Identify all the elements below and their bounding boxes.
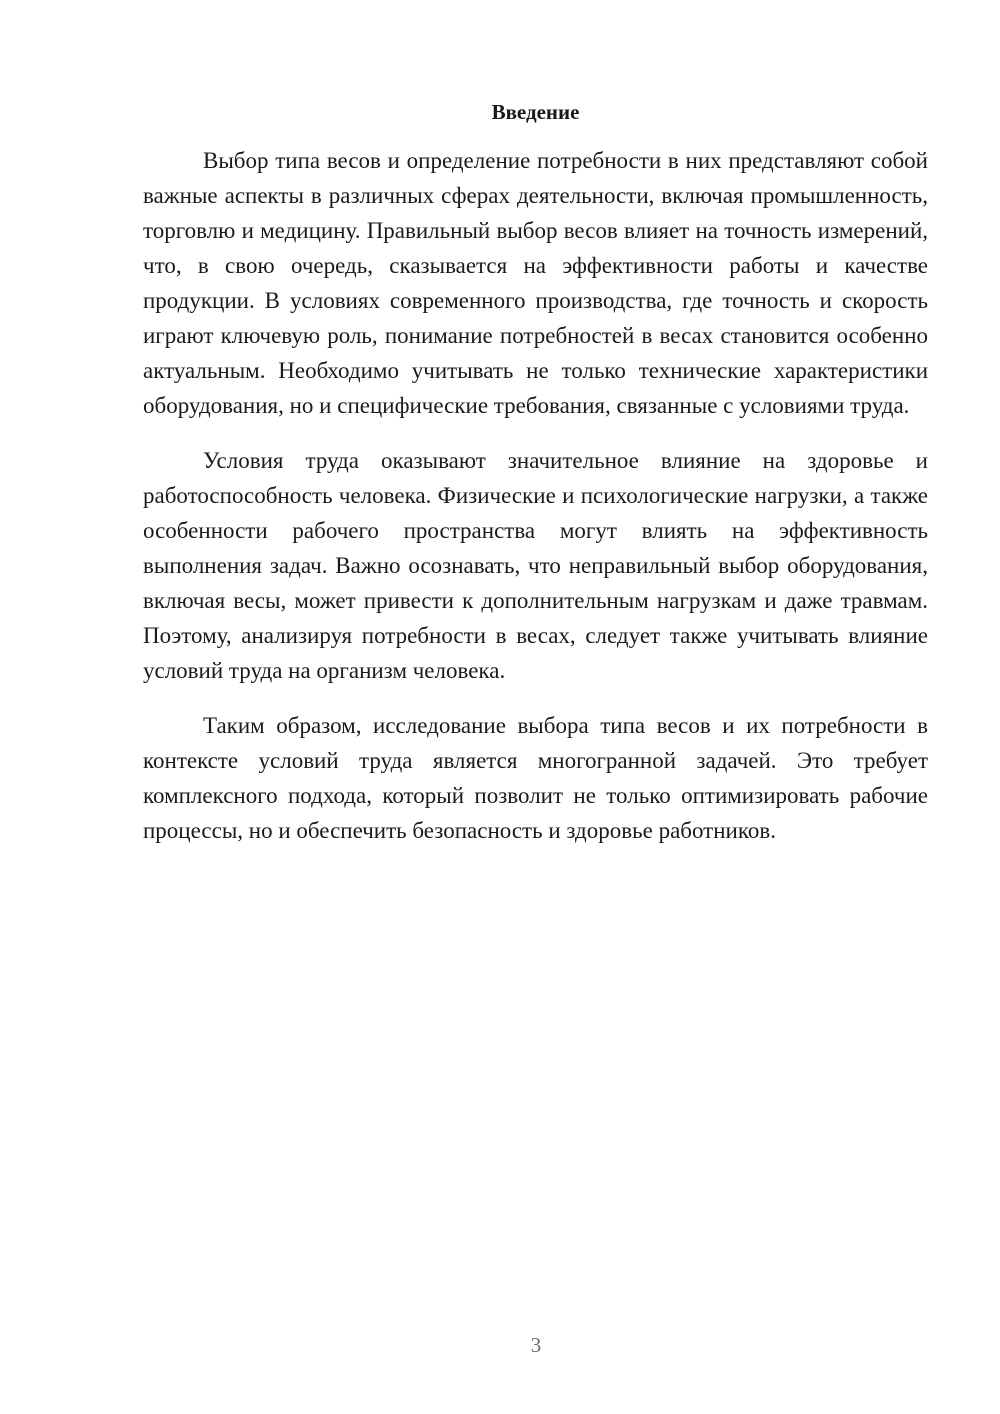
paragraph-1: Выбор типа весов и определение потребности в них представляют собой важные аспекты в различных сферах деятельности, включая промышленность, торговлю и медицину. Правильный выбор весов влияет на точность измерений, что, в свою очередь, сказывается на эффективности работы и качестве продукции. В условиях современного производства, где точность и скорость играют ключевую роль, понимание потребностей в весах становится особенно актуальным. Необходимо учитывать не только технические характеристики оборудования, но и специфические требования, связанные с условиями труда. [143,148,928,418]
section-heading: Введение [491,100,580,124]
body-text [143,143,928,868]
page-number: 3 [530,1333,542,1357]
paragraph-3: Таким образом, исследование выбора типа весов и их потребности в контексте условий труда является многогранной задачей. Это требует комплексного подхода, который позволит не только оптимизировать рабочие процессы, но и обеспечить безопасность и здоровье работников. [143,713,928,843]
paragraph-2: Условия труда оказывают значительное влияние на здоровье и работоспособность человека. Физические и психологические нагрузки, а также особенности рабочего пространства могут влиять на эффективность выполнения задач. Важно осознавать, что неправильный выбор оборудования, включая весы, может привести к дополнительным нагрузкам и даже травмам. Поэтому, анализируя потребности в весах, следует также учитывать влияние условий труда на организм человека. [143,448,928,683]
